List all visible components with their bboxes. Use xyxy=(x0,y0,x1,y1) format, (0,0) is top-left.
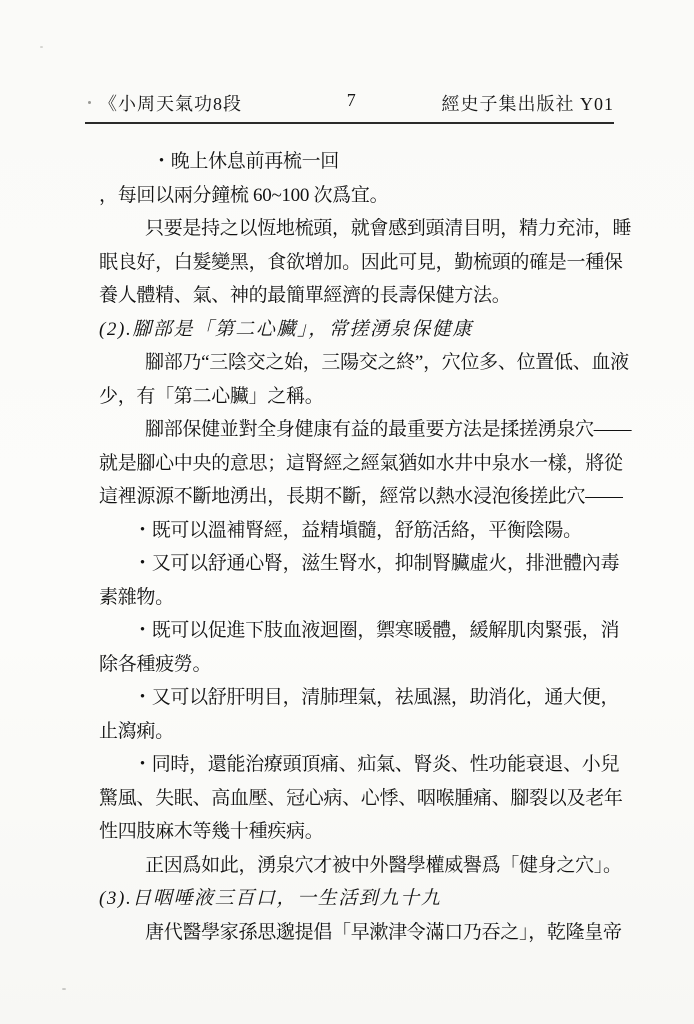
text-line: 只要是持之以恆地梳頭，就會感到頭清目明，精力充沛，睡 xyxy=(145,218,632,239)
text-line: 驚風、失眠、高血壓、冠心病、心悸、咽喉腫痛、腳裂以及老年 xyxy=(99,787,623,809)
scan-speck xyxy=(88,101,91,104)
running-head-book-title: 《小周天氣功8段 xyxy=(99,94,242,114)
text-line: 唐代醫學家孫思邈提倡「早漱津令滿口乃吞之」，乾隆皇帝 xyxy=(145,921,622,943)
text-line: ・又可以舒肝明目，清肺理氣，祛風濕，助消化，通大便， xyxy=(133,687,620,708)
scan-speck xyxy=(40,46,43,48)
text-line: 素雜物。 xyxy=(99,586,174,608)
text-line: ・既可以促進下肢血液迴圈，禦寒暖體，緩解肌肉緊張，消 xyxy=(133,620,620,641)
section-heading-2: (2).腳部是「第二心臟」，常搓湧泉保健康 xyxy=(99,318,474,340)
text-line: ・既可以溫補腎經，益精塡髓，舒筋活絡，平衡陰陽。 xyxy=(133,519,582,541)
section-heading-3: (3).日咽唾液三百口，一生活到九十九 xyxy=(99,888,442,909)
text-line: 少，有「第二心臟」之稱。 xyxy=(99,385,324,407)
running-head-publisher: 經史子集出版社 Y01 xyxy=(441,94,614,114)
text-line: ・同時，還能治療頭頂痛、疝氣、腎炎、性功能衰退、小兒 xyxy=(133,754,620,775)
page-body xyxy=(99,145,632,949)
text-line: 這裡源源不斷地湧出，長期不斷，經常以熱水浸泡後搓此穴—— xyxy=(99,486,623,507)
text-line: 養人體精、氣、神的最簡單經濟的長壽保健方法。 xyxy=(99,285,511,306)
text-line: 腳部乃“三陰交之始，三陽交之終”，穴位多、位置低、血液 xyxy=(145,352,629,373)
text-line: 性四肢麻木等幾十種疾病。 xyxy=(99,821,324,842)
text-line: 正因爲如此，湧泉穴才被中外醫學權威譽爲「健身之穴」。 xyxy=(145,854,622,876)
page-number: 7 xyxy=(346,90,357,110)
text-line: 眠良好，白髮變黑，食欲增加。因此可見，勤梳頭的確是一種保 xyxy=(99,251,623,273)
page-header xyxy=(85,90,614,124)
text-line: ・晚上休息前再梳一回 xyxy=(152,151,340,172)
scan-speck xyxy=(62,988,66,990)
text-line: ，每回以兩分鐘梳 60~100 次爲宜。 xyxy=(99,184,389,206)
text-line: 就是腳心中央的意思；這腎經之經氣猶如水井中泉水一樣，將從 xyxy=(99,452,623,474)
text-line: 腳部保健並對全身健康有益的最重要方法是揉搓湧泉穴—— xyxy=(145,419,632,440)
text-line: ・又可以舒通心腎，滋生腎水，抑制腎臟虛火，排泄體內毒 xyxy=(133,553,620,574)
text-line: 止瀉痢。 xyxy=(99,720,174,742)
text-line: 除各種疲勞。 xyxy=(99,653,212,675)
